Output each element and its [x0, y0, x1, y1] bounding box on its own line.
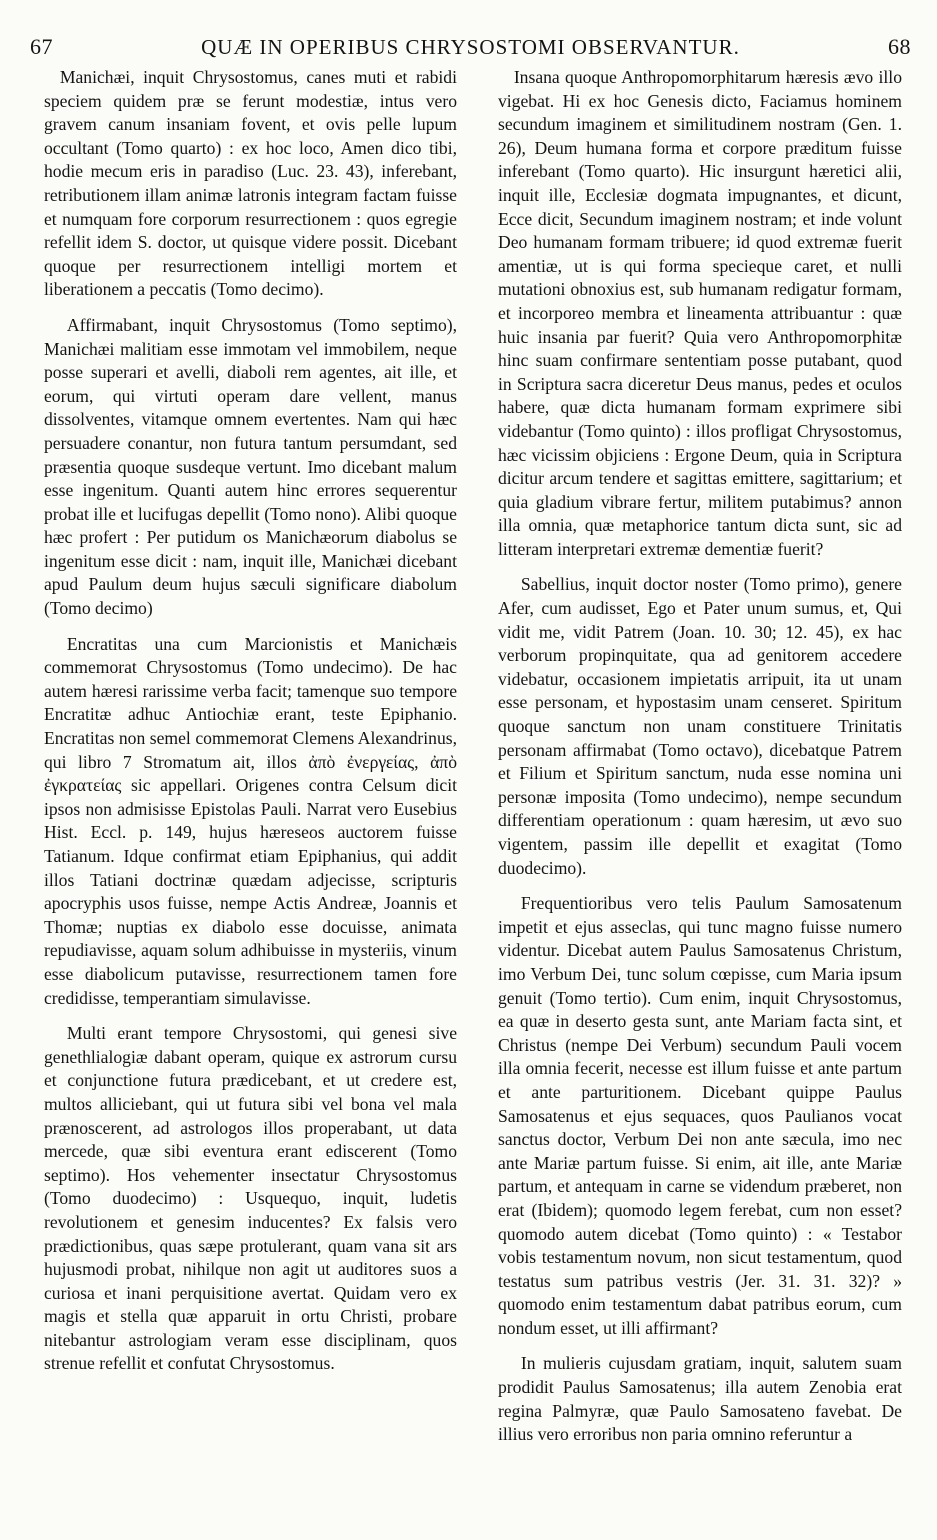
- paragraph-manichaei-canes: Manichæi, inquit Chrysostomus, canes muti et rabidi speciem quidem præ se ferunt modestiæ, intus vero gravem canum insaniam fovent, et ovis pelle lupum occultant (Tomo quarto) : ex hoc loco, Amen dico tibi, hodie mecum eris in paradiso (Luc. 23. 43), inferebant, retributionem illam animæ latronis integram factam fuisse et numquam fore corporum resurrectionem : quos egregie refellit idem S. doctor, ut quisque videre possit. Dicebant quoque per resurrectionem intelligi mortem et liberationem a peccatis (Tomo decimo).: [44, 67, 457, 300]
- paragraph-astrologi: Multi erant tempore Chrysostomi, qui genesi sive genethlialogiæ dabant operam, quique ex astrorum cursu et conjunctione futura prædicebant, et ut credere est, multos alliciebant, qui ut futura sibi vel bona vel mala prænoscerent, ad astrologos illos properabant, ut data mercede, quæ sibi eventura erant ediscerent (Tomo septimo). Hos vehementer insectatur Chrysostomus (Tomo duodecimo) : Usquequo, inquit, ludetis revolutionem et genesim inducentes? Ex falsis vero prædictionibus, quas sæpe protulerant, quam vana sit ars hujusmodi probat, nihilque non agit ut auditores suos a curiosa et inani perquisitione avertat. Quidam vero ex magis et stella quæ apparuit in ortu Christi, probare nitebantur astrologiam veram esse disciplinam, quos strenue refellit et confutat Chrysostomus.: [44, 1023, 457, 1374]
- paragraph-zenobia: In mulieris cujusdam gratiam, inquit, salutem suam prodidit Paulus Samosatenus; illa autem Zenobia erat regina Palmyræ, quæ Paulo Samosateno favebat. De illius vero erroribus non paria omnino referuntur a: [498, 1353, 902, 1445]
- paragraph-encratitae: Encratitas una cum Marcionistis et Manichæis commemorat Chrysostomus (Tomo undecimo). De hac autem hæresi rarissime verba facit; tamenque suo tempore Encratitæ adhuc Antiochiæ erant, teste Epiphanio. Encratitas non semel commemorat Clemens Alexandrinus, qui libro 7 Stromatum ait, illos ἀπὸ ἐνεργείας, ἀπὸ ἐγκρατείας sic appellari. Origenes contra Celsum dicit ipsos non admisisse Epistolas Pauli. Narrat vero Eusebius Hist. Eccl. p. 149, hujus hæreseos auctorem fuisse Tatianum. Idque confirmat etiam Epiphanius, qui addit illos Tatiani doctrinæ quædam adjecisse, scripturis apocryphis usos fuisse, nempe Actis Andreæ, Joannis et Thomæ; nuptias ex diabolo esse docuisse, animata repudiavisse, aquam solum adhibuisse in mysteriis, vinum esse diabolicum putavisse, resurrectionem tamen fore credidisse, temperantiam simulavisse.: [44, 633, 457, 1008]
- running-header: [30, 34, 911, 62]
- page-number-right: 68: [887, 34, 911, 59]
- left-column: [44, 66, 457, 1388]
- right-column: [498, 66, 902, 1459]
- paragraph-paulus-samosatenus: Frequentioribus vero telis Paulum Samosatenum impetit et ejus asseclas, qui tunc magno fuisse numero videntur. Dicebat autem Paulus Samosatenus Christum, imo Verbum Dei, tunc solum cœpisse, cum Maria ipsum genuit (Tomo tertio). Cum enim, inquit Chrysostomus, ea quæ in deserto gesta sunt, ante Mariam facta sint, et Christus (nempe Dei Verbum) secundum Pauli vocem illa omnia fecerit, necesse est illum fuisse et ante partum et ante parturitionem. Dicebant quippe Paulus Samosatenus et ejus sequaces, quos Paulianos vocat sanctus doctor, Verbum Dei non ante sæcula, imo nec ante Mariæ partum fuisse. Si enim, ait ille, ante Mariæ partum, et antequam in carne se videndum præberet, non erat (Ibidem); quomodo legem ferebat, cum non esset? quomodo autem dicebat (Tomo quinto) : « Testabor vobis testamentum novum, non sicut testamentum, quod testatus sum patribus vestris (Jer. 31. 31. 32)? » quomodo enim testamentum dabat patribus eorum, cum nondum esset, ut illi affirmant?: [498, 893, 902, 1338]
- paragraph-sabellius: Sabellius, inquit doctor noster (Tomo primo), genere Afer, cum audisset, Ego et Pater unum sumus, et, Qui vidit me, vidit Patrem (Joan. 10. 30; 12. 45), ex hac verborum propinquitate, qua ad genitorem accedere videbatur, occasionem impietatis arripuit, ita ut unam esse personam, et hypostasim unam censeret. Spiritum quoque sanctum non unam constituere Trinitatis personam affirmabat (Tomo octavo), dicebatque Patrem et Filium et Spiritum sanctum, nuda esse nomina uni personæ imposita (Tomo undecimo), nempe secundum differentiam operationum : quam hæresim, ut ævo suo vigentem, passim ille depellit et exagitat (Tomo duodecimo).: [498, 574, 902, 878]
- running-title: QUÆ IN OPERIBUS CHRYSOSTOMI OBSERVANTUR.: [201, 35, 740, 59]
- paragraph-manichaei-malitia: Affirmabant, inquit Chrysostomus (Tomo septimo), Manichæi malitiam esse immotam vel immobilem, neque posse superari et avelli, diaboli rem agentes, ait ille, et eorum, qui virtuti operam dare vellent, manus dissolventes, vitamque omnem evertentes. Nam qui hæc persuadere conantur, non futura tantum persumdant, sed præsentia quoque susdeque vertunt. Imo dicebant malum esse ingenitum. Quanti autem hinc errores sequerentur probat ille et lucifugas depellit (Tomo nono). Alibi quoque hæc profert : Per putidum os Manichæorum diabolus se ingenitum esse dicit : nam, inquit ille, Manichæi dicebant apud Paulum deum hujus sæculi significare diabolum (Tomo decimo): [44, 314, 457, 619]
- page-number-left: 67: [30, 34, 53, 59]
- paragraph-anthropomorphitae: Insana quoque Anthropomorphitarum hæresis ævo illo vigebat. Hi ex hoc Genesis dicto, Faciamus hominem secundum imaginem et similitudinem nostram (Gen. 1. 26), Deum humana forma et corpore præditum fuisse inferebant (Tomo quarto). Hic insurgunt hæretici alii, inquit ille, Ecclesiæ dogmata impugnantes, et dicunt, Ecce dicit, Secundum imaginem nostram; et inde volunt Deo humanam formam tribuere; id quod extremæ fuerit amentiæ, ut is qui forma specieque caret, et nulli mutationi obnoxius est, sub humanam redigatur formam, et incorporeo membra et lineamenta attribuantur : quæ huic insania par fuerit? Quia vero Anthropomorphitæ hinc suam confirmare sententiam posse putabant, quod in Scriptura sacra diceretur Deus manus, pedes et oculos habere, quæ dicta humanam formam exprimere sibi videbantur (Tomo quinto) : illos profligat Chrysostomus, hæc vicissim objiciens : Ergone Deum, quia in Scriptura dicitur arcum tendere et sagittas emittere, sagittarium; et quia gladium vibrare fertur, militem putabimus? annon illa omnia, quæ metaphorice tantum dicta sunt, sic ad litteram interpretari extremæ dementiæ fuerit?: [498, 67, 902, 559]
